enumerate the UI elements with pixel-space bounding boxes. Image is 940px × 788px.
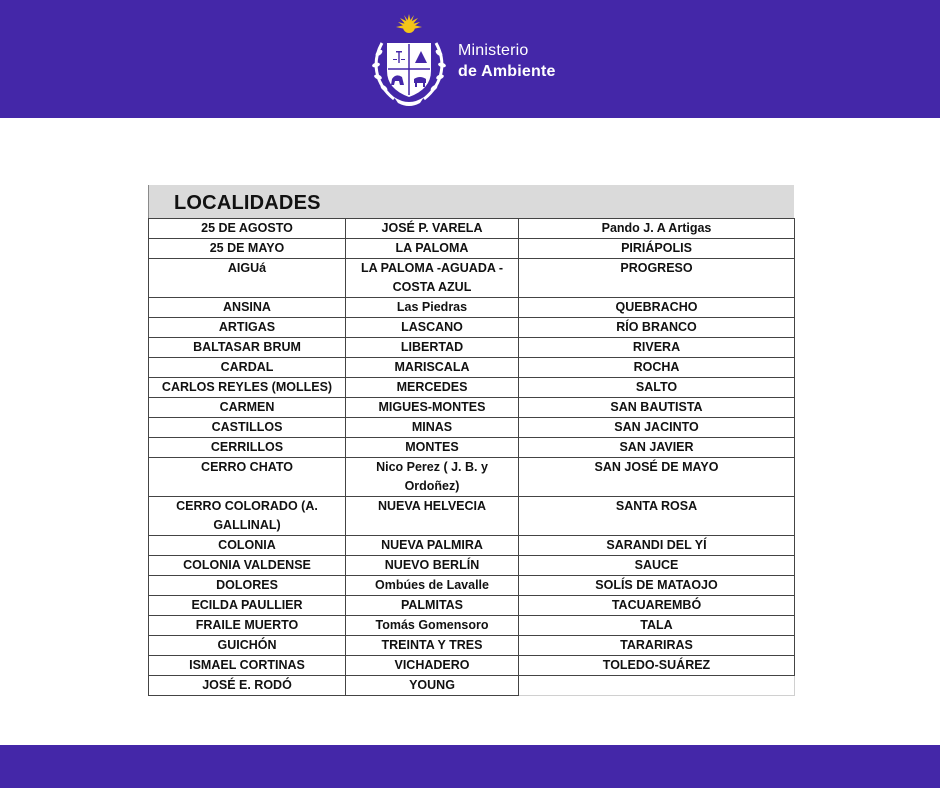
table-cell: VICHADERO [346,656,519,676]
table-cell: 25 DE MAYO [149,239,346,259]
table-row [149,239,795,259]
table-row [149,536,795,556]
table-row [149,616,795,636]
table-row [149,358,795,378]
table-cell: TALA [519,616,795,636]
table-cell: AIGUá [149,259,346,298]
table-cell: GUICHÓN [149,636,346,656]
table-cell: MARISCALA [346,358,519,378]
table-cell: CARLOS REYLES (MOLLES) [149,378,346,398]
table-cell: COLONIA VALDENSE [149,556,346,576]
table-row [149,259,795,298]
table-cell: SANTA ROSA [519,497,795,536]
brand-text [458,40,556,82]
table-row [149,556,795,576]
table-cell: CERRO COLORADO (A. GALLINAL) [149,497,346,536]
table-cell: ARTIGAS [149,318,346,338]
table-row [149,398,795,418]
table-cell: RIVERA [519,338,795,358]
table-cell: ISMAEL CORTINAS [149,656,346,676]
table-cell: Pando J. A Artigas [519,219,795,239]
table-cell: RÍO BRANCO [519,318,795,338]
footer-banner [0,745,940,788]
table-cell: DOLORES [149,576,346,596]
table-row [149,219,795,239]
table-row [149,676,795,696]
table-title-bar [148,185,794,218]
table-cell: SAN JAVIER [519,438,795,458]
table-row [149,596,795,616]
table-cell: LIBERTAD [346,338,519,358]
table-cell: LASCANO [346,318,519,338]
coat-of-arms-logo [370,13,448,108]
table-row [149,438,795,458]
table-cell: SAN BAUTISTA [519,398,795,418]
table-cell: LA PALOMA [346,239,519,259]
table-row [149,298,795,318]
table-cell: LA PALOMA -AGUADA - COSTA AZUL [346,259,519,298]
table-cell: BALTASAR BRUM [149,338,346,358]
brand-line-ambiente: de Ambiente [458,63,556,80]
table-cell: MONTES [346,438,519,458]
table-row [149,458,795,497]
table-cell: SAN JACINTO [519,418,795,438]
table-cell: FRAILE MUERTO [149,616,346,636]
table-row [149,656,795,676]
brand-line-ministerio: Ministerio [458,42,529,59]
table-row [149,497,795,536]
table-cell: TREINTA Y TRES [346,636,519,656]
table-cell: Tomás Gomensoro [346,616,519,636]
table-row [149,318,795,338]
table-cell: COLONIA [149,536,346,556]
table-cell: TARARIRAS [519,636,795,656]
table-title: LOCALIDADES [174,192,321,214]
table-cell: 25 DE AGOSTO [149,219,346,239]
table-cell: PALMITAS [346,596,519,616]
table-cell: SAUCE [519,556,795,576]
table-cell: JOSÉ E. RODÓ [149,676,346,696]
table-cell: NUEVO BERLÍN [346,556,519,576]
table-cell: MINAS [346,418,519,438]
table-cell: Las Piedras [346,298,519,318]
table-cell [519,676,795,696]
table-cell: CERRO CHATO [149,458,346,497]
table-cell: CARMEN [149,398,346,418]
table-cell: YOUNG [346,676,519,696]
table-cell: CERRILLOS [149,438,346,458]
table-cell: SARANDI DEL YÍ [519,536,795,556]
table-cell: SOLÍS DE MATAOJO [519,576,795,596]
table-cell: CARDAL [149,358,346,378]
localidades-sheet [148,185,794,696]
table-cell: MIGUES-MONTES [346,398,519,418]
table-cell: PROGRESO [519,259,795,298]
table-cell: ROCHA [519,358,795,378]
table-cell: MERCEDES [346,378,519,398]
table-cell: NUEVA HELVECIA [346,497,519,536]
table-cell: JOSÉ P. VARELA [346,219,519,239]
table-row [149,378,795,398]
table-cell: NUEVA PALMIRA [346,536,519,556]
table-cell: CASTILLOS [149,418,346,438]
table-row [149,418,795,438]
table-cell: Ombúes de Lavalle [346,576,519,596]
header-banner [0,0,940,118]
table-cell: ECILDA PAULLIER [149,596,346,616]
table-cell: Nico Perez ( J. B. y Ordoñez) [346,458,519,497]
table-cell: TOLEDO-SUÁREZ [519,656,795,676]
table-cell: ANSINA [149,298,346,318]
localidades-table [148,218,795,696]
table-cell: QUEBRACHO [519,298,795,318]
table-cell: TACUAREMBÓ [519,596,795,616]
table-row [149,576,795,596]
table-row [149,338,795,358]
table-row [149,636,795,656]
table-cell: SALTO [519,378,795,398]
table-cell: PIRIÁPOLIS [519,239,795,259]
table-cell: SAN JOSÉ DE MAYO [519,458,795,497]
